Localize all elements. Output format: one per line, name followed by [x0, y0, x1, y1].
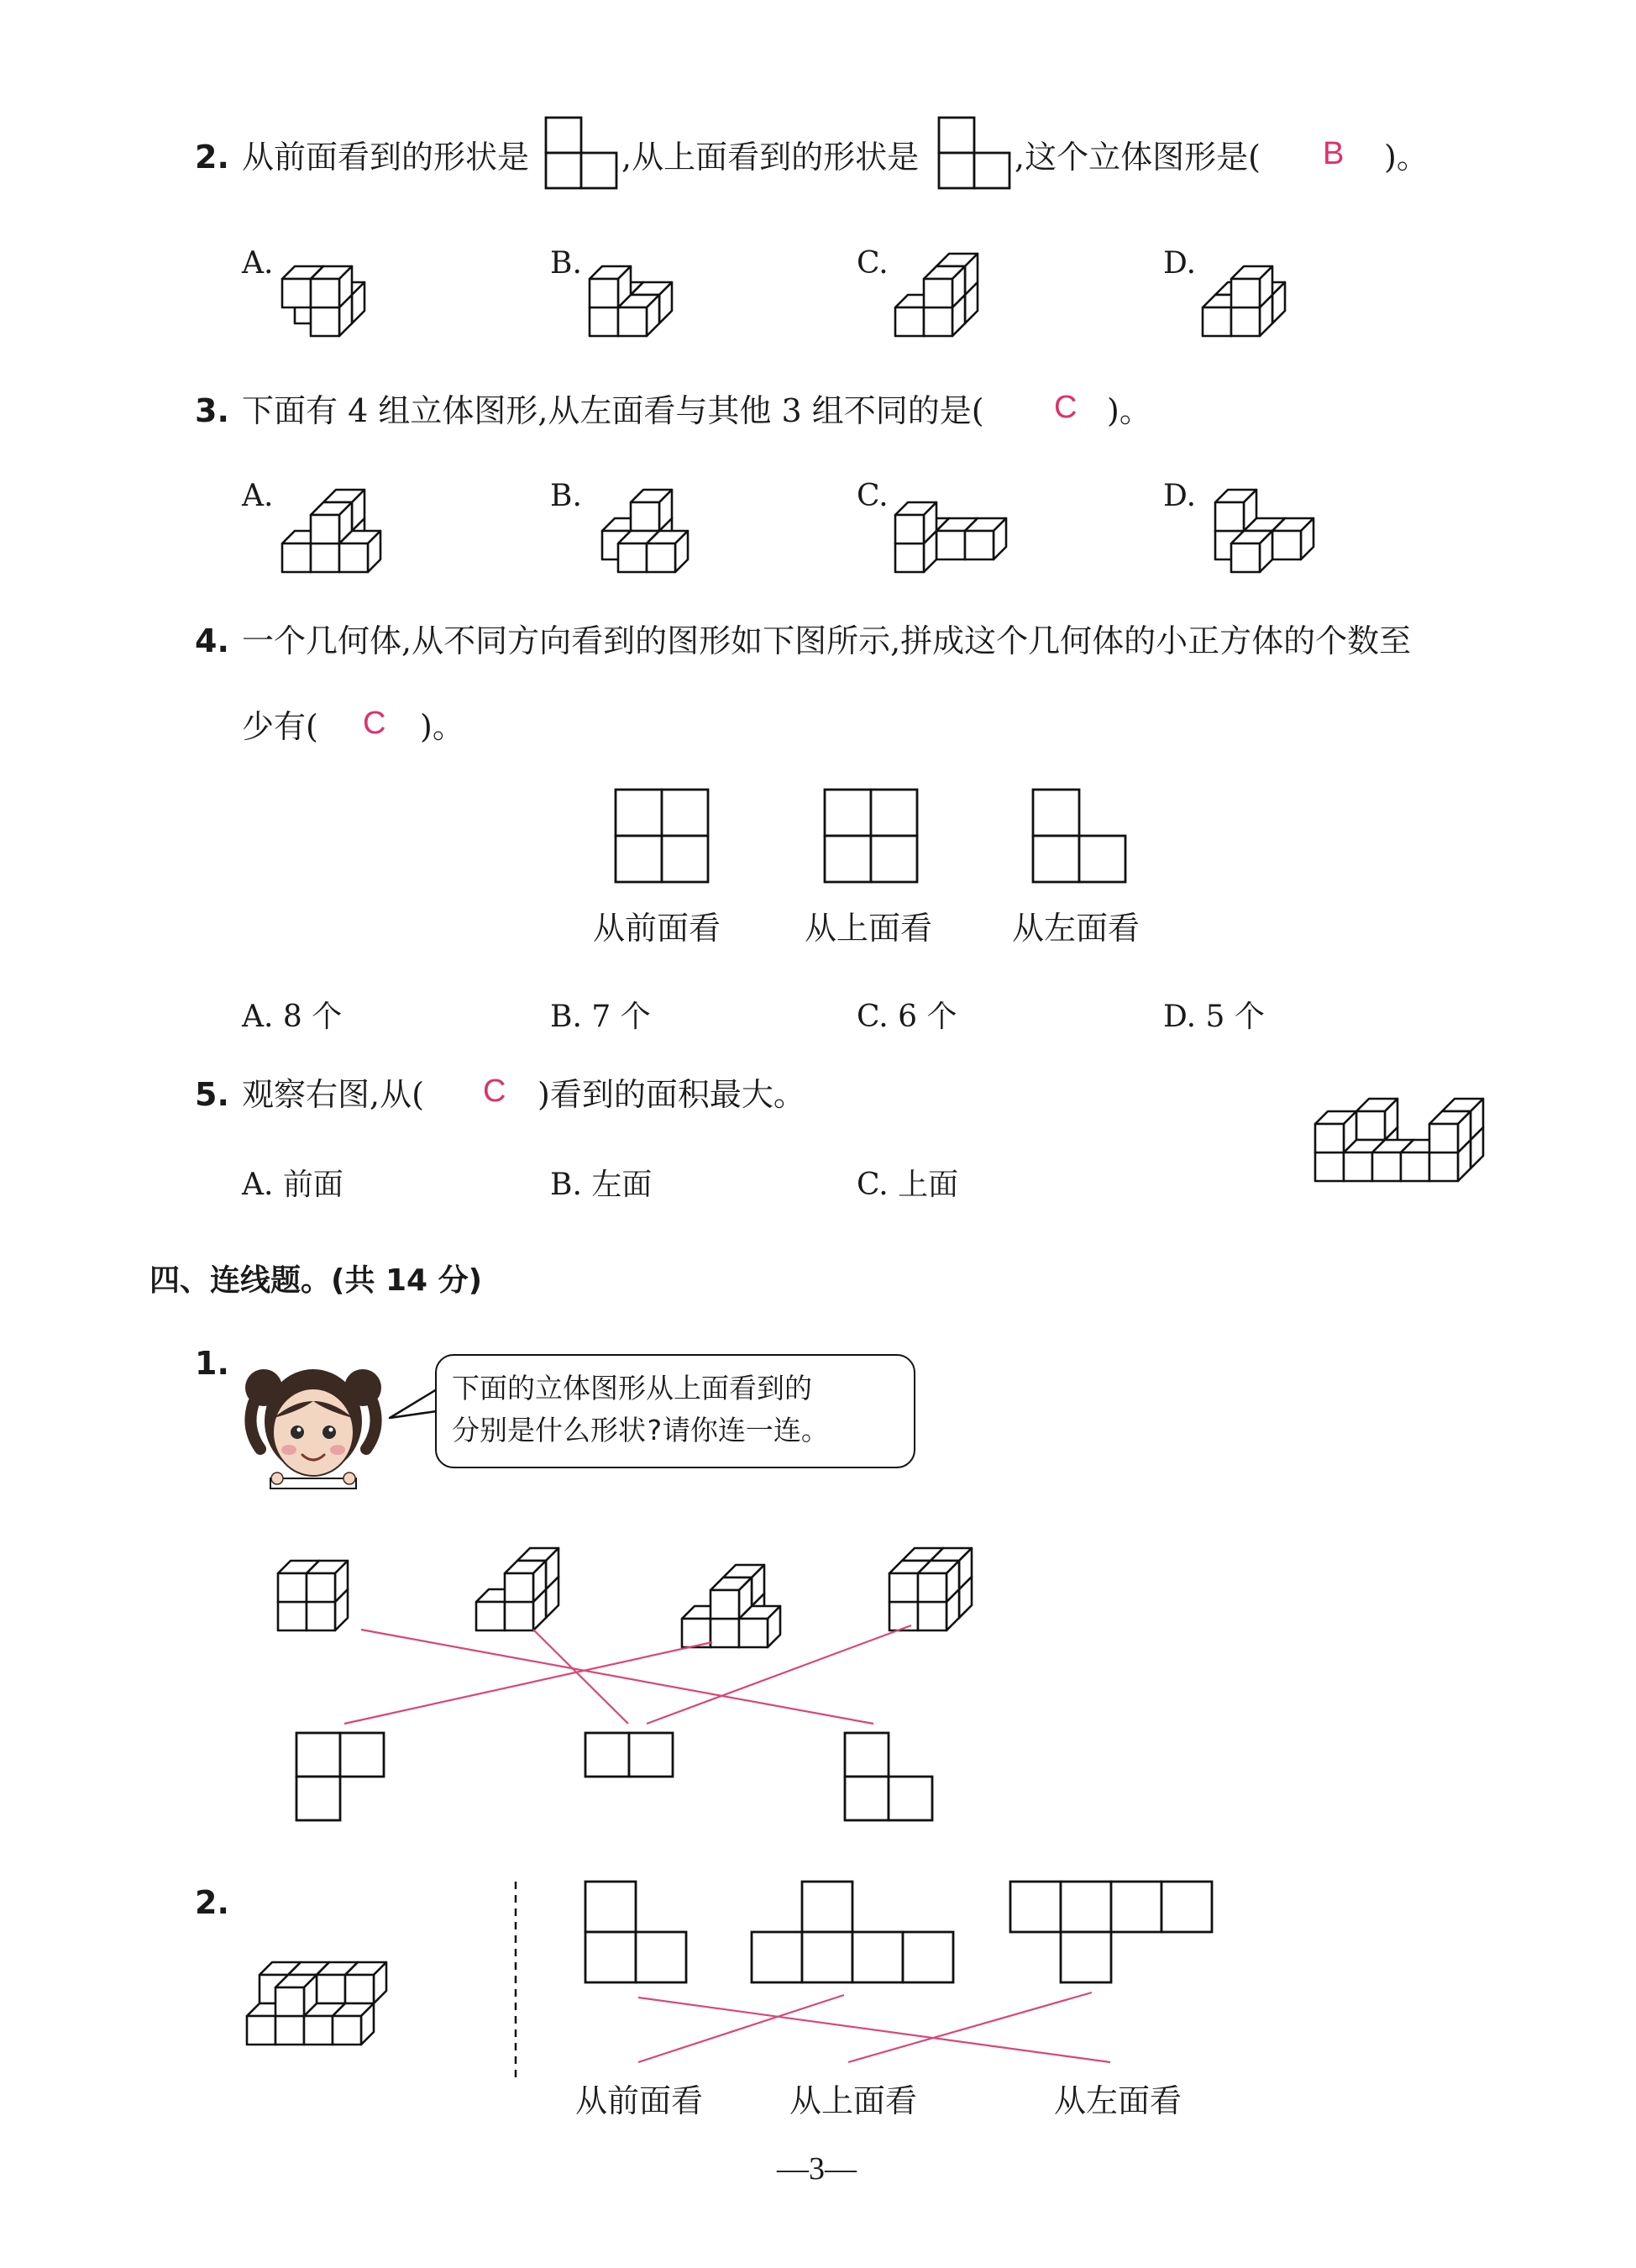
q5-answer: C	[483, 1074, 506, 1109]
q4-line-2a: 少有(	[242, 708, 318, 745]
bubble-line-1: 下面的立体图形从上面看到的	[452, 1372, 812, 1404]
q2-text-2: ,从上面看到的形状是	[621, 139, 920, 176]
q4-line-2b: )。	[420, 708, 464, 745]
q4-number: 4.	[195, 622, 229, 659]
q4-option-b: B. 7 个	[550, 1000, 651, 1034]
q4-option-a: A. 8 个	[242, 1000, 343, 1034]
q3-option-b: B.	[550, 479, 582, 513]
q5-text-1: 观察右图,从(	[242, 1076, 424, 1113]
q2-text-4: )。	[1384, 139, 1429, 176]
m1-number: 1.	[195, 1345, 229, 1382]
q2-text-1: 从前面看到的形状是	[242, 139, 530, 176]
m2-number: 2.	[195, 1884, 229, 1921]
q3-answer: C	[1054, 390, 1078, 425]
q2-option-c: C.	[857, 246, 889, 281]
q5-text-2: )看到的面积最大。	[537, 1076, 805, 1113]
q3-text-2: )。	[1107, 392, 1151, 429]
page-number: —3—	[777, 2151, 857, 2187]
q5-option-c: C. 上面	[857, 1168, 959, 1202]
q3-option-d: D.	[1163, 479, 1197, 513]
m2-caption-front: 从前面看	[575, 2082, 704, 2119]
q5-option-a: A. 前面	[242, 1168, 343, 1202]
q4-line-1: 一个几何体,从不同方向看到的图形如下图所示,拼成这个几何体的小正方体的个数至	[242, 622, 1412, 659]
m2-caption-top: 从上面看	[789, 2082, 918, 2119]
q4-answer: C	[363, 706, 386, 741]
q5-option-b: B. 左面	[550, 1168, 653, 1202]
q2-option-a: A.	[242, 246, 274, 281]
q4-option-d: D. 5 个	[1163, 1000, 1265, 1034]
m2-caption-left: 从左面看	[1054, 2082, 1182, 2119]
q5-number: 5.	[195, 1076, 229, 1113]
q2-option-b: B.	[550, 246, 582, 281]
section-4-title: 四、连线题。(共 14 分)	[149, 1263, 483, 1298]
q4-option-c: C. 6 个	[857, 1000, 957, 1034]
q4-caption-top: 从上面看	[805, 910, 933, 947]
q4-caption-front: 从前面看	[593, 910, 721, 947]
q2-number: 2.	[195, 139, 229, 176]
q2-answer: B	[1323, 136, 1345, 171]
q2-option-d: D.	[1163, 246, 1197, 281]
q4-caption-left: 从左面看	[1012, 910, 1140, 947]
q2-text-3: ,这个立体图形是(	[1015, 139, 1261, 176]
bubble-line-2: 分别是什么形状?请你连一连。	[452, 1414, 829, 1446]
q3-text-1: 下面有 4 组立体图形,从左面看与其他 3 组不同的是(	[242, 392, 984, 429]
q3-option-c: C.	[857, 479, 889, 513]
q3-number: 3.	[195, 392, 229, 429]
q3-option-a: A.	[242, 479, 274, 513]
